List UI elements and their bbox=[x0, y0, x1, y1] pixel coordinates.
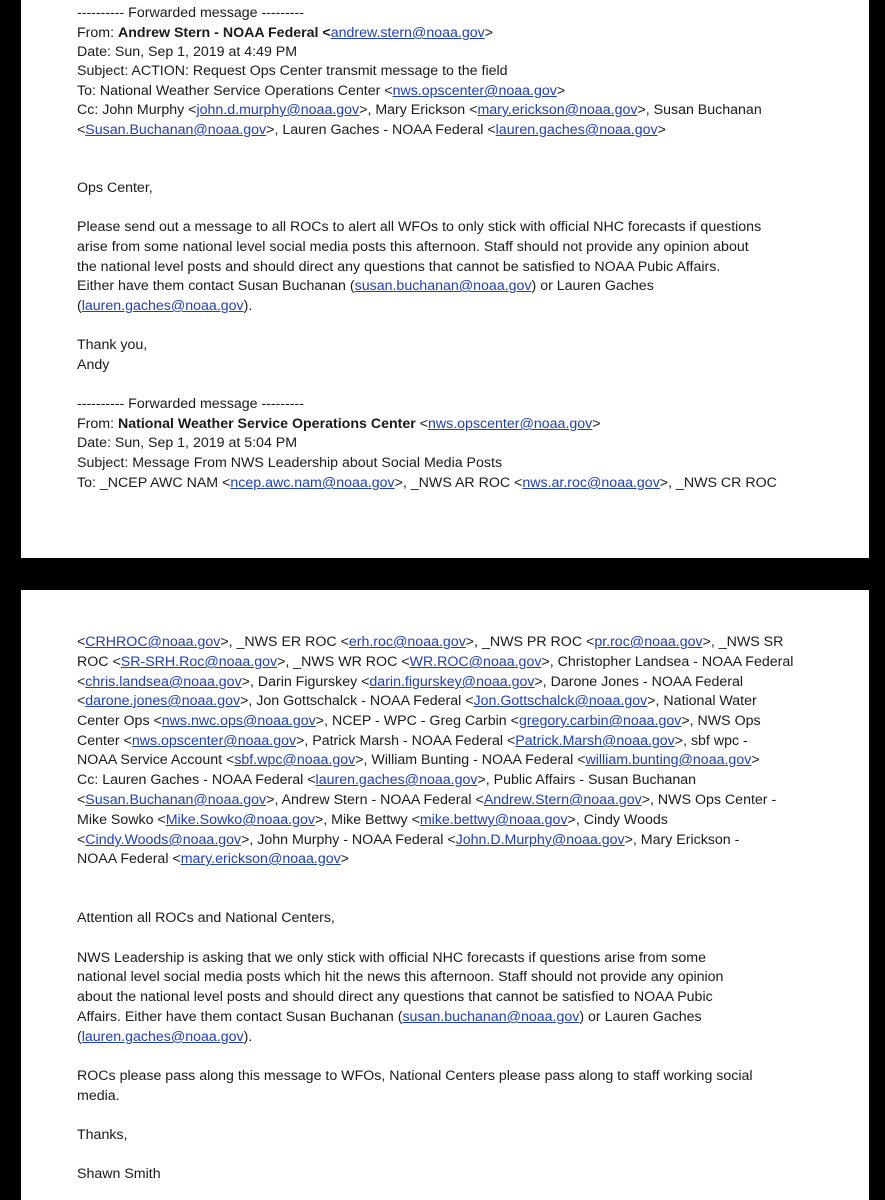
email-page-2 bbox=[21, 590, 869, 1200]
page1-line: Thank you, bbox=[77, 337, 148, 353]
email-link[interactable]: ncep.awc.nam@noaa.gov bbox=[230, 475, 395, 491]
page2-line: NWS Leadership is asking that we only stick with official NHC forecasts if questions arise from some bbox=[77, 950, 706, 966]
email-link[interactable]: darin.figurskey@noaa.gov bbox=[369, 674, 535, 690]
page2-line: NOAA Federal <mary.erickson@noaa.gov> bbox=[77, 851, 350, 867]
page1-line: Subject: ACTION: Request Ops Center transmit message to the field bbox=[77, 63, 508, 79]
page2-line: Center Ops <nws.nwc.ops@noaa.gov>, NCEP - WPC - Greg Carbin <gregory.carbin@noaa.gov>, NWS Ops bbox=[77, 713, 761, 729]
email-link[interactable]: lauren.gaches@noaa.gov bbox=[81, 298, 244, 314]
page1-line: (lauren.gaches@noaa.gov). bbox=[77, 298, 253, 314]
page2-line: Mike Sowko <Mike.Sowko@noaa.gov>, Mike Bettwy <mike.bettwy@noaa.gov>, Cindy Woods bbox=[77, 812, 668, 828]
page2-line: about the national level posts and should direct any questions that cannot be satisfied to NOAA Pubic bbox=[77, 989, 713, 1005]
page1-line: Date: Sun, Sep 1, 2019 at 5:04 PM bbox=[77, 435, 298, 451]
page1-line: <Susan.Buchanan@noaa.gov>, Lauren Gaches - NOAA Federal <lauren.gaches@noaa.gov> bbox=[77, 122, 666, 138]
email-link[interactable]: erh.roc@noaa.gov bbox=[348, 634, 466, 650]
email-page-1 bbox=[21, 0, 869, 558]
page2-line: NOAA Service Account <sbf.wpc@noaa.gov>, William Bunting - NOAA Federal <william.bunting@noaa.gov> bbox=[77, 752, 760, 768]
email-link[interactable]: Cindy.Woods@noaa.gov bbox=[85, 832, 242, 848]
email-link[interactable]: nws.nwc.ops@noaa.gov bbox=[161, 713, 316, 729]
email-link[interactable]: susan.buchanan@noaa.gov bbox=[354, 278, 532, 294]
page1-line: ---------- Forwarded message --------- bbox=[77, 396, 304, 412]
email-link[interactable]: nws.ar.roc@noaa.gov bbox=[522, 475, 660, 491]
page2-line: <chris.landsea@noaa.gov>, Darin Figurskey <darin.figurskey@noaa.gov>, Darone Jones - NOAA Federal bbox=[77, 674, 744, 690]
email-link[interactable]: william.bunting@noaa.gov bbox=[585, 752, 752, 768]
page1-line: From: Andrew Stern - NOAA Federal <andrew.stern@noaa.gov> bbox=[77, 25, 494, 41]
page1-line: Andy bbox=[77, 357, 110, 373]
email-link[interactable]: Jon.Gottschalck@noaa.gov bbox=[473, 693, 648, 709]
page2-line: Affairs. Either have them contact Susan Buchanan (susan.buchanan@noaa.gov) or Lauren Gaches bbox=[77, 1009, 702, 1025]
page1-line: Cc: John Murphy <john.d.murphy@noaa.gov>, Mary Erickson <mary.erickson@noaa.gov>, Susan Buchanan bbox=[77, 102, 762, 118]
page2-line: (lauren.gaches@noaa.gov). bbox=[77, 1029, 253, 1045]
email-link[interactable]: WR.ROC@noaa.gov bbox=[409, 654, 542, 670]
email-link[interactable]: sbf.wpc@noaa.gov bbox=[234, 752, 356, 768]
email-link[interactable]: chris.landsea@noaa.gov bbox=[85, 674, 242, 690]
email-link[interactable]: Susan.Buchanan@noaa.gov bbox=[85, 122, 267, 138]
page2-line: <Cindy.Woods@noaa.gov>, John Murphy - NOAA Federal <John.D.Murphy@noaa.gov>, Mary Erickson - bbox=[77, 832, 740, 848]
email-link[interactable]: darone.jones@noaa.gov bbox=[85, 693, 241, 709]
page1-line: Subject: Message From NWS Leadership about Social Media Posts bbox=[77, 455, 503, 471]
page2-line: national level social media posts which hit the news this afternoon. Staff should not provide any opinion bbox=[77, 969, 724, 985]
email-link[interactable]: lauren.gaches@noaa.gov bbox=[81, 1029, 244, 1045]
page1-line: From: National Weather Service Operations Center <nws.opscenter@noaa.gov> bbox=[77, 416, 601, 432]
page2-line: Thanks, bbox=[77, 1127, 128, 1143]
page2-line: <CRHROC@noaa.gov>, _NWS ER ROC <erh.roc@noaa.gov>, _NWS PR ROC <pr.roc@noaa.gov>, _NWS SR bbox=[77, 634, 784, 650]
email-link[interactable]: Mike.Sowko@noaa.gov bbox=[165, 812, 315, 828]
email-link[interactable]: mike.bettwy@noaa.gov bbox=[419, 812, 568, 828]
page2-line: Center <nws.opscenter@noaa.gov>, Patrick Marsh - NOAA Federal <Patrick.Marsh@noaa.gov>, sbf wpc - bbox=[77, 733, 748, 749]
page2-line: <darone.jones@noaa.gov>, Jon Gottschalck - NOAA Federal <Jon.Gottschalck@noaa.gov>, National Water bbox=[77, 693, 757, 709]
page1-line: Please send out a message to all ROCs to alert all WFOs to only stick with official NHC forecasts if questions bbox=[77, 219, 762, 235]
page1-line: arise from some national level social media posts this afternoon. Staff should not provide any opinion about bbox=[77, 239, 749, 255]
email-link[interactable]: nws.opscenter@noaa.gov bbox=[392, 83, 557, 99]
email-link[interactable]: Patrick.Marsh@noaa.gov bbox=[515, 733, 675, 749]
email-link[interactable]: nws.opscenter@noaa.gov bbox=[131, 733, 297, 749]
page2-line: ROCs please pass along this message to WFOs, National Centers please pass along to staff working social bbox=[77, 1068, 753, 1084]
page1-line: ---------- Forwarded message --------- bbox=[77, 5, 304, 21]
page1-line: Either have them contact Susan Buchanan (susan.buchanan@noaa.gov) or Lauren Gaches bbox=[77, 278, 654, 294]
email-link[interactable]: mary.erickson@noaa.gov bbox=[477, 102, 638, 118]
email-link[interactable]: John.D.Murphy@noaa.gov bbox=[455, 832, 625, 848]
page1-line: To: National Weather Service Operations Center <nws.opscenter@noaa.gov> bbox=[77, 83, 566, 99]
email-link[interactable]: lauren.gaches@noaa.gov bbox=[315, 772, 478, 788]
page1-line: To: _NCEP AWC NAM <ncep.awc.nam@noaa.gov>, _NWS AR ROC <nws.ar.roc@noaa.gov>, _NWS CR ROC bbox=[77, 475, 777, 491]
email-link[interactable]: Susan.Buchanan@noaa.gov bbox=[85, 792, 267, 808]
email-link[interactable]: mary.erickson@noaa.gov bbox=[180, 851, 341, 867]
email-link[interactable]: SR-SRH.Roc@noaa.gov bbox=[120, 654, 278, 670]
page1-line: the national level posts and should direct any questions that cannot be satisfied to NOAA Pubic Affairs. bbox=[77, 259, 721, 275]
email-link[interactable]: lauren.gaches@noaa.gov bbox=[495, 122, 658, 138]
page2-line: media. bbox=[77, 1088, 120, 1104]
page1-line: Date: Sun, Sep 1, 2019 at 4:49 PM bbox=[77, 44, 298, 60]
page1-line: Ops Center, bbox=[77, 180, 153, 196]
page2-line: Shawn Smith bbox=[77, 1166, 161, 1182]
email-link[interactable]: Andrew.Stern@noaa.gov bbox=[483, 792, 642, 808]
email-link[interactable]: john.d.murphy@noaa.gov bbox=[196, 102, 360, 118]
page2-line: ROC <SR-SRH.Roc@noaa.gov>, _NWS WR ROC <WR.ROC@noaa.gov>, Christopher Landsea - NOAA Federal bbox=[77, 654, 794, 670]
page2-line: <Susan.Buchanan@noaa.gov>, Andrew Stern - NOAA Federal <Andrew.Stern@noaa.gov>, NWS Ops Center - bbox=[77, 792, 777, 808]
email-link[interactable]: CRHROC@noaa.gov bbox=[85, 634, 221, 650]
page2-line: Attention all ROCs and National Centers, bbox=[77, 910, 335, 926]
email-link[interactable]: gregory.carbin@noaa.gov bbox=[518, 713, 682, 729]
email-link[interactable]: nws.opscenter@noaa.gov bbox=[428, 416, 593, 432]
email-link[interactable]: susan.buchanan@noaa.gov bbox=[402, 1009, 580, 1025]
email-link[interactable]: andrew.stern@noaa.gov bbox=[330, 25, 485, 41]
page2-line: Cc: Lauren Gaches - NOAA Federal <lauren.gaches@noaa.gov>, Public Affairs - Susan Buchanan bbox=[77, 772, 697, 788]
email-link[interactable]: pr.roc@noaa.gov bbox=[594, 634, 703, 650]
